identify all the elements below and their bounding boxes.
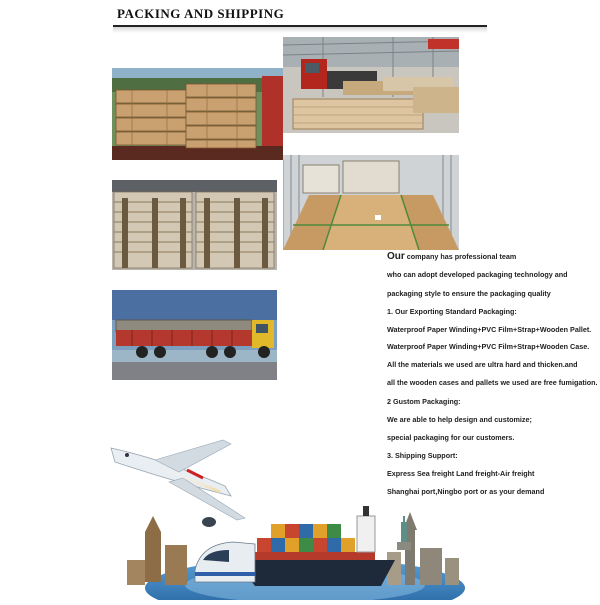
intro-line-3: packaging style to ensure the packaging quality	[387, 289, 551, 298]
photo-stacked-pallets	[112, 180, 277, 270]
intro-line-2: who can adopt developed packaging technology and	[387, 270, 568, 279]
section-1-line-3: All the materials we used are ultra hard and thicken.and	[387, 360, 578, 369]
photo-truck-wood-cases	[112, 68, 283, 160]
photo-flatbed-truck	[112, 290, 277, 380]
airplane-icon	[111, 440, 245, 527]
section-1-line-2: Waterproof Paper Winding+PVC Film+Strap+Wooden Case.	[387, 342, 590, 351]
section-1-line-1: Waterproof Paper Winding+PVC Film+Strap+Wooden Pallet.	[387, 325, 592, 334]
shipping-illustration	[105, 420, 495, 600]
intro-big-word: Our	[387, 251, 405, 262]
cargo-ship-icon	[235, 506, 395, 586]
train-icon	[195, 542, 255, 582]
section-1-title: 1. Our Exporting Standard Packaging:	[387, 307, 517, 316]
landmark-tower-left	[127, 516, 187, 585]
section-3-line-1: Express Sea freight Land freight-Air freight	[387, 469, 535, 478]
packing-shipping-page	[105, 0, 598, 600]
section-3-title: 3. Shipping Support:	[387, 451, 458, 460]
photo-container-loading	[283, 155, 459, 250]
section-title: PACKING AND SHIPPING	[117, 6, 285, 21]
intro-line: Our company has professional team	[387, 251, 517, 262]
section-3-line-2: Shanghai port,Ningbo port or as your demand	[387, 487, 545, 496]
section-2-title: 2 Gustom Packaging:	[387, 397, 461, 406]
section-header	[105, 0, 495, 30]
photo-factory-truck	[283, 37, 459, 133]
section-1-line-4: all the wooden cases and pallets we used are free fumigation.	[387, 378, 598, 387]
section-2-line-1: We are able to help design and customize;	[387, 415, 532, 424]
section-2-line-2: special packaging for our customers.	[387, 433, 515, 442]
